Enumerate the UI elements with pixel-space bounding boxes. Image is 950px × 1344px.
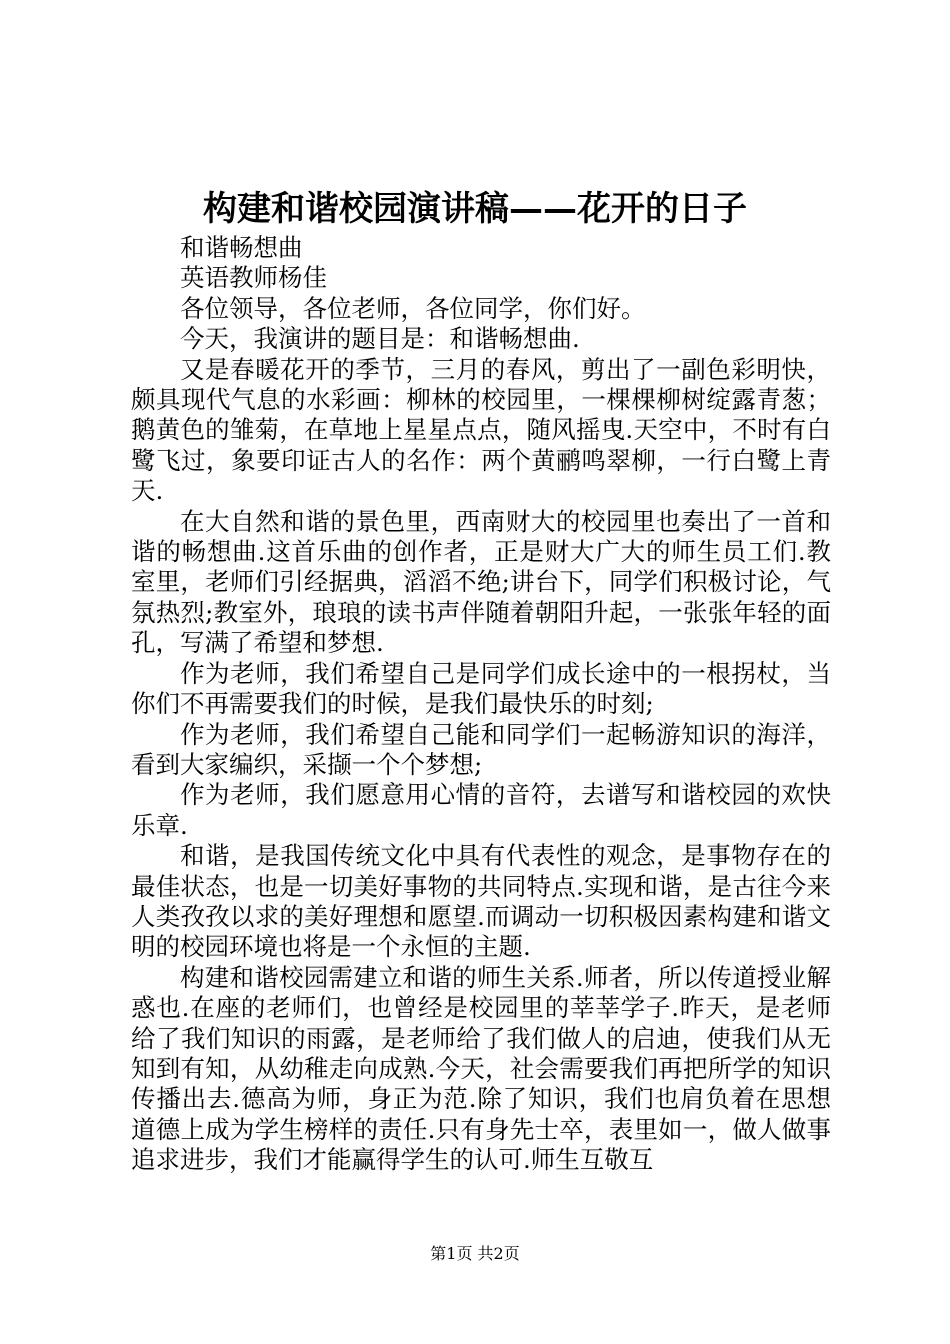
paragraph: 作为老师，我们希望自己能和同学们一起畅游知识的海洋，看到大家编织，采撷一个个梦想; (131, 719, 831, 779)
document-body (131, 233, 831, 1176)
paragraph: 又是春暖花开的季节，三月的春风，剪出了一副色彩明快，颇具现代气息的水彩画：柳林的校园里，一棵棵柳树绽露青葱；鹅黄色的雏菊，在草地上星星点点，随风摇曳.天空中，不时有白鹭飞过，象要印证古人的名作：两个黄鹂鸣翠柳，一行白鹭上青天. (131, 354, 831, 506)
paragraph: 在大自然和谐的景色里，西南财大的校园里也奏出了一首和谐的畅想曲.这首乐曲的创作者，正是财大广大的师生员工们.教室里，老师们引经据典，滔滔不绝;讲台下，同学们积极讨论，气氛热烈;教室外，琅琅的读书声伴随着朝阳升起，一张张年轻的面孔，写满了希望和梦想. (131, 506, 831, 658)
paragraph-subtitle: 和谐畅想曲 (180, 233, 303, 262)
paragraph-topic: 今天，我演讲的题目是：和谐畅想曲. (180, 324, 580, 354)
paragraph: 和谐，是我国传统文化中具有代表性的观念，是事物存在的最佳状态，也是一切美好事物的共同特点.实现和谐，是古往今来人类孜孜以求的美好理想和愿望.而调动一切积极因素构建和谐文明的校园环境也将是一个永恒的主题. (131, 841, 831, 962)
page-number: 第1页 共2页 (430, 1244, 520, 1263)
document-title: 构建和谐校园演讲稿——花开的日子 (203, 189, 747, 229)
paragraph: 构建和谐校园需建立和谐的师生关系.师者，所以传道授业解惑也.在座的老师们，也曾经是校园里的莘莘学子.昨天，是老师给了我们知识的雨露，是老师给了我们做人的启迪，使我们从无知到有知，从幼稚走向成熟.今天，社会需要我们再把所学的知识传播出去.德高为师，身正为范.除了知识，我们也肩负着在思想道德上成为学生榜样的责任.只有身先士卒，表里如一，做人做事追求进步，我们才能赢得学生的认可.师生互敬互 (131, 962, 831, 1175)
paragraph: 作为老师，我们愿意用心情的音符，去谱写和谐校园的欢快乐章. (131, 780, 831, 840)
paragraph-greeting: 各位领导，各位老师，各位同学，你们好。 (180, 293, 646, 323)
paragraph: 作为老师，我们希望自己是同学们成长途中的一根拐杖，当你们不再需要我们的时候，是我们最快乐的时刻; (131, 658, 831, 719)
paragraph-author: 英语教师杨佳 (180, 263, 327, 293)
